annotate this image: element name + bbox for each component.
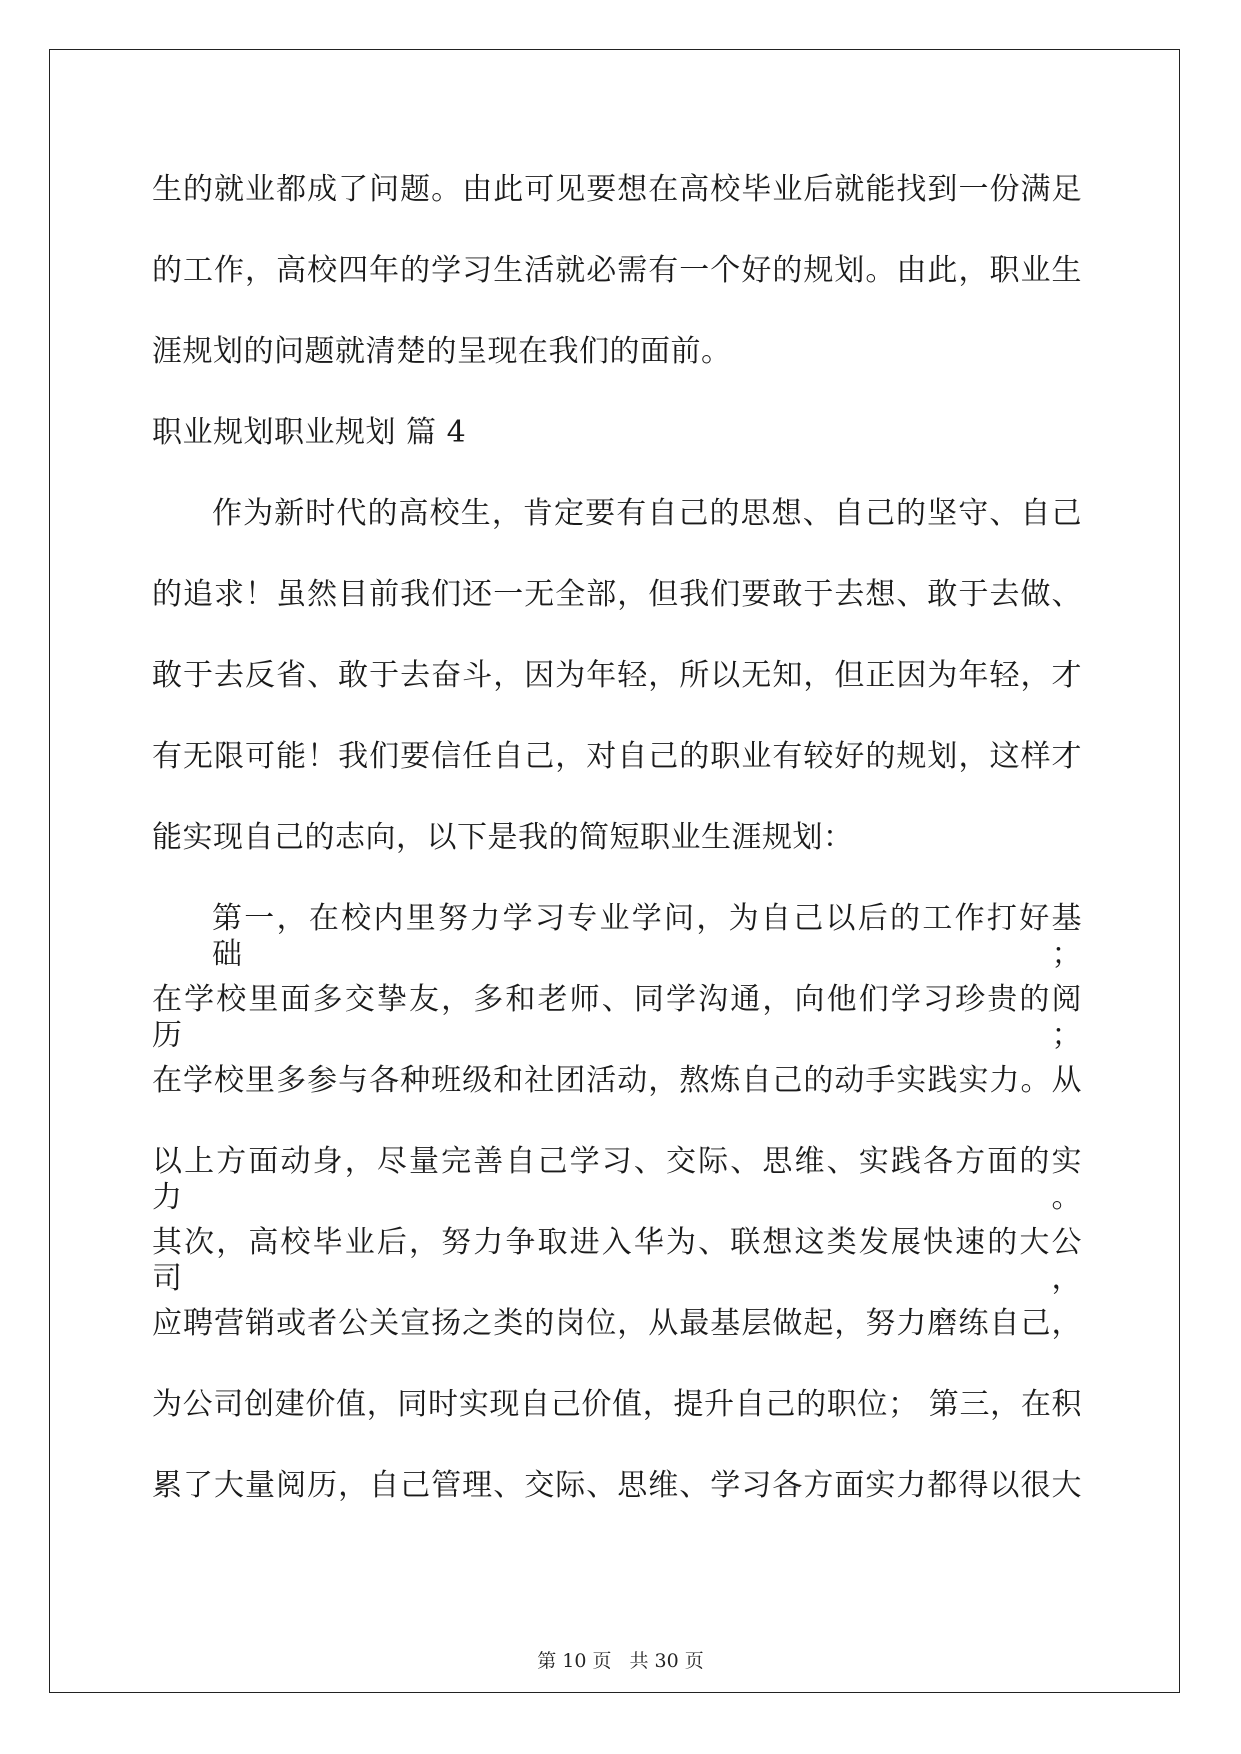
page-footer — [0, 1649, 1241, 1673]
body-line-16: 为公司创建价值，同时实现自己价值，提升自己的职位； 第三，在积 — [152, 1387, 1082, 1422]
body-line-1: 生的就业都成了问题。由此可见要想在高校毕业后就能找到一份满足 — [152, 172, 1082, 207]
body-line-9: 能实现自己的志向，以下是我的简短职业生涯规划： — [152, 820, 854, 855]
body-line-5: 作为新时代的高校生，肯定要有自己的思想、自己的坚守、自己 — [212, 496, 1082, 531]
section-heading: 职业规划职业规划 篇 4 — [152, 415, 467, 450]
total-pages: 共 30 页 — [629, 1650, 704, 1672]
body-line-2: 的工作，高校四年的学习生活就必需有一个好的规划。由此，职业生 — [152, 253, 1082, 288]
body-line-7: 敢于去反省、敢于去奋斗，因为年轻，所以无知，但正因为年轻，才 — [152, 658, 1082, 693]
page-border — [49, 49, 1180, 1693]
body-line-15: 应聘营销或者公关宣扬之类的岗位，从最基层做起，努力磨练自己， — [152, 1306, 1082, 1341]
body-line-3: 涯规划的问题就清楚的呈现在我们的面前。 — [152, 334, 732, 369]
page-number: 第 10 页 — [537, 1650, 612, 1672]
body-line-13: 以上方面动身，尽量完善自己学习、交际、思维、实践各方面的实力。 — [152, 1144, 1082, 1215]
body-line-14: 其次，高校毕业后，努力争取进入华为、联想这类发展快速的大公司， — [152, 1225, 1082, 1296]
body-line-12: 在学校里多参与各种班级和社团活动，熬炼自己的动手实践实力。从 — [152, 1063, 1082, 1098]
body-line-8: 有无限可能！我们要信任自己，对自己的职业有较好的规划，这样才 — [152, 739, 1082, 774]
body-line-17: 累了大量阅历，自己管理、交际、思维、学习各方面实力都得以很大 — [152, 1468, 1082, 1503]
body-line-6: 的追求！虽然目前我们还一无全部，但我们要敢于去想、敢于去做、 — [152, 577, 1082, 612]
body-line-10: 第一，在校内里努力学习专业学问，为自己以后的工作打好基础； — [212, 901, 1082, 972]
body-line-11: 在学校里面多交挚友，多和老师、同学沟通，向他们学习珍贵的阅历； — [152, 982, 1082, 1053]
